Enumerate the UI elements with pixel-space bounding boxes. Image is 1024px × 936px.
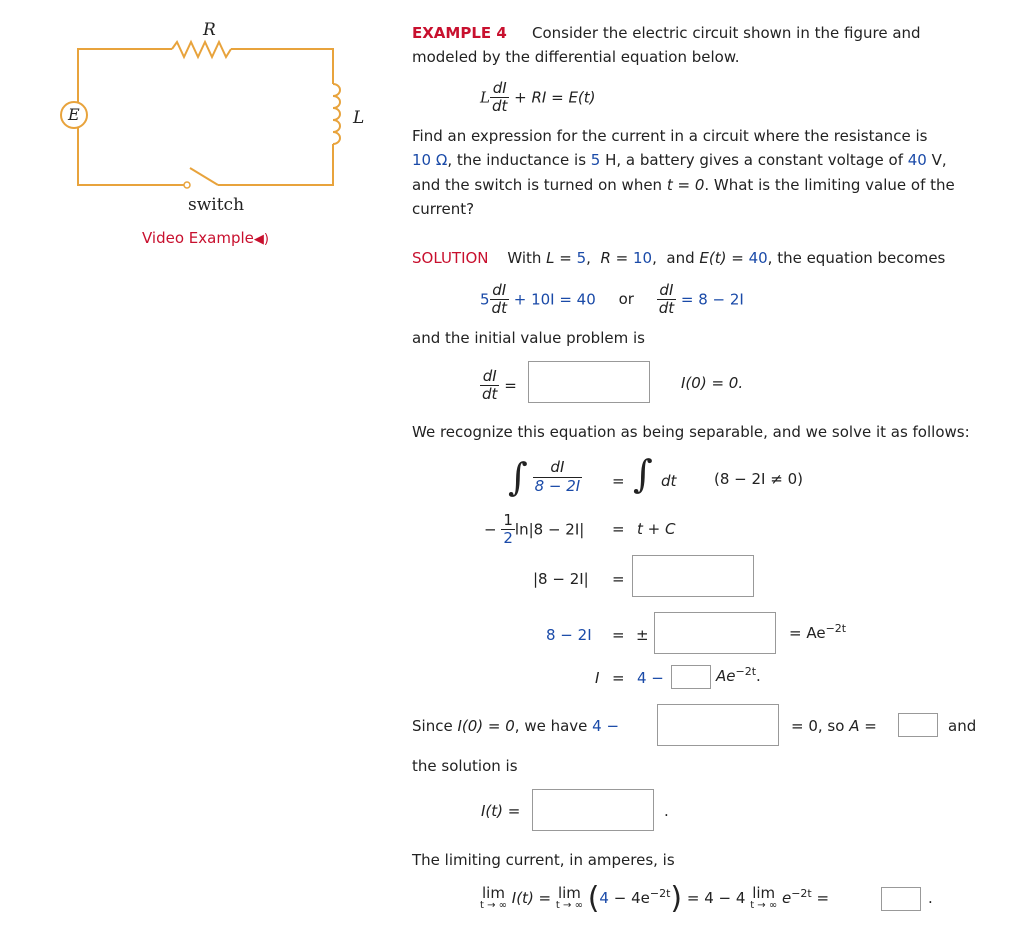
integral-den: 8 − 2I: [534, 476, 581, 495]
I-four: 4 −: [637, 669, 664, 687]
or-word: or: [618, 290, 634, 309]
equation-becomes: [480, 282, 744, 318]
with-text: With: [507, 249, 547, 267]
R-eq: R =: [600, 249, 633, 267]
E-val: 40: [748, 249, 768, 267]
since-four: 4 −: [592, 717, 620, 735]
switch-label: switch: [188, 195, 245, 215]
pm-lhs: 8 − 2I: [546, 626, 592, 644]
ln-minus: −: [484, 520, 497, 539]
separable-text: We recognize this equation as being separable, and we solve it as follows:: [412, 423, 970, 441]
lim-inner-exp: −2t: [649, 887, 671, 900]
integral-num: dI: [533, 459, 583, 477]
abs-lhs: |8 − 2I|: [533, 570, 589, 588]
lim-2-sub: t → ∞: [555, 900, 583, 911]
video-example-link[interactable]: [142, 229, 269, 247]
It-period: .: [664, 802, 669, 820]
intro-line-1: Consider the electric circuit shown in the figure and: [532, 24, 921, 42]
problem-line-3: [412, 176, 955, 194]
limit-line: [480, 881, 829, 916]
problem-R-value: 10 Ω: [412, 151, 448, 169]
problem-line2-c: V,: [926, 151, 947, 169]
since-answer-input[interactable]: [657, 704, 779, 746]
lim-2: [556, 886, 583, 911]
ivp-fraction: [480, 368, 499, 404]
pm-rhs: [789, 622, 846, 642]
lim-1-word: lim: [482, 884, 505, 902]
I-equals: =: [612, 669, 625, 687]
eq2-rest: = 8 − 2I: [680, 290, 744, 309]
pm-answer-input[interactable]: [654, 612, 776, 654]
L-eq: L =: [546, 249, 577, 267]
I-Ae: Ae: [716, 667, 736, 685]
problem-line-2: [412, 151, 947, 169]
example-heading: EXAMPLE 4: [412, 24, 507, 42]
ln-line: [484, 512, 584, 548]
problem-line3-a: and the switch is turned on when: [412, 176, 667, 194]
problem-L-value: 5: [590, 151, 601, 169]
eq1-rest: + 10I = 40: [513, 290, 596, 309]
eq1-fraction: [490, 282, 509, 318]
pm-equals: =: [612, 626, 625, 644]
ln-expr: ln|8 − 2I|: [514, 520, 585, 539]
ivp-initial-condition: I(0) = 0.: [681, 374, 744, 392]
integral-line: [508, 455, 582, 499]
lim-3-word: lim: [752, 884, 776, 902]
eq1-num: dI: [490, 282, 509, 300]
eq2-fraction: [657, 282, 676, 318]
since-line: [412, 717, 619, 735]
I-rhs: [716, 665, 761, 685]
ivp-equation: [480, 368, 517, 404]
integral-sign-right: ∫: [633, 452, 653, 496]
differential-equation: [480, 80, 596, 116]
speaker-icon: ◀︎): [253, 232, 269, 247]
L-val: 5: [576, 249, 587, 267]
becomes: , the equation becomes: [767, 249, 946, 267]
resistor-label: R: [203, 20, 216, 40]
solution-heading: SOLUTION: [412, 249, 489, 267]
lim-1-sub: t → ∞: [480, 900, 507, 911]
integral-fraction: [533, 459, 583, 495]
pm-sign: ±: [636, 626, 649, 644]
R-val: 10: [633, 249, 653, 267]
eq-L: L: [480, 88, 490, 107]
lim-e: e: [781, 889, 792, 907]
problem-line-4: current?: [412, 200, 475, 218]
lim-1: [480, 886, 507, 911]
abs-equals: =: [612, 570, 625, 588]
I-exp: −2t: [735, 665, 757, 678]
integral-equals: =: [612, 472, 625, 490]
lim-It: I(t) =: [511, 889, 552, 907]
battery-label: E: [68, 105, 80, 124]
integral-sign-left: ∫: [508, 455, 528, 499]
I-coef-input[interactable]: [671, 665, 711, 689]
problem-line2-a: , the inductance is: [447, 151, 591, 169]
It-lhs: I(t) =: [481, 802, 521, 820]
pm-rhs-text: = Ae: [789, 624, 826, 642]
solution-is-text: the solution is: [412, 757, 518, 775]
ivp-equals: =: [504, 376, 517, 395]
lim-paren-close: ): [670, 881, 683, 916]
problem-line2-b: H, a battery gives a constant voltage of: [600, 151, 908, 169]
solution-line: SOLUTION With L = 5, R = 10, and E(t) = 40, the equation becomes: [412, 249, 946, 267]
since-A: A =: [849, 717, 877, 735]
limit-answer-input[interactable]: [881, 887, 921, 911]
problem-line3-b: . What is the limiting value of the: [704, 176, 955, 194]
eq-num: dI: [490, 80, 509, 98]
lim-3: [750, 886, 777, 911]
inductor-label: L: [353, 108, 365, 128]
lim-paren-open: (: [587, 881, 600, 916]
problem-line-1: Find an expression for the current in a circuit where the resistance is: [412, 127, 928, 145]
since-I0: I(0) = 0: [457, 717, 515, 735]
eq-fraction: [490, 80, 509, 116]
lim-inner-4: 4: [599, 889, 609, 907]
eq-rest: + RI = E(t): [514, 88, 596, 107]
ivp-answer-input[interactable]: [528, 361, 650, 403]
eq1-den: dt: [491, 299, 507, 318]
limiting-text: The limiting current, in amperes, is: [412, 851, 675, 869]
E-eq: E(t) =: [699, 249, 749, 267]
ivp-den: dt: [482, 385, 498, 404]
lim-inner-rest: − 4e: [613, 889, 650, 907]
eq-den: dt: [491, 97, 508, 116]
lim-eq2: = 4 − 4: [686, 889, 746, 907]
since-have: , we have: [514, 717, 593, 735]
since-zero: = 0, so: [791, 717, 850, 735]
limit-period: .: [928, 889, 933, 907]
eq1-coef: 5: [480, 290, 490, 309]
It-answer-input[interactable]: [532, 789, 654, 831]
eq2-num: dI: [657, 282, 676, 300]
intro-line-2: modeled by the differential equation below.: [412, 48, 740, 66]
eq2-den: dt: [658, 299, 675, 318]
I-lhs: I: [595, 669, 600, 687]
ivp-text: and the initial value problem is: [412, 329, 645, 347]
lim-3-sub: t → ∞: [750, 900, 778, 911]
ln-half-num: 1: [503, 511, 513, 529]
pm-rhs-exp: −2t: [825, 622, 847, 635]
integral-dt: dt: [661, 472, 677, 490]
problem-line3-t: t = 0: [666, 176, 705, 194]
lim-e-exp: −2t: [791, 887, 812, 900]
ln-half-den: 2: [503, 529, 513, 548]
video-example-label: Video Example: [142, 229, 254, 247]
integral-condition: (8 − 2I ≠ 0): [714, 470, 803, 488]
ln-equals: =: [612, 520, 625, 538]
ivp-num: dI: [480, 368, 499, 386]
lim-final-equals: =: [816, 889, 830, 907]
since-and: and: [948, 717, 977, 735]
problem-V-value: 40: [907, 151, 927, 169]
since-rhs: [791, 717, 877, 735]
abs-answer-input[interactable]: [632, 555, 754, 597]
lim-2-word: lim: [557, 884, 581, 902]
ln-rhs: t + C: [637, 520, 676, 538]
A-value-input[interactable]: [898, 713, 938, 737]
I-period: .: [756, 667, 761, 685]
ln-half: [501, 512, 515, 548]
since-text: Since: [412, 717, 458, 735]
